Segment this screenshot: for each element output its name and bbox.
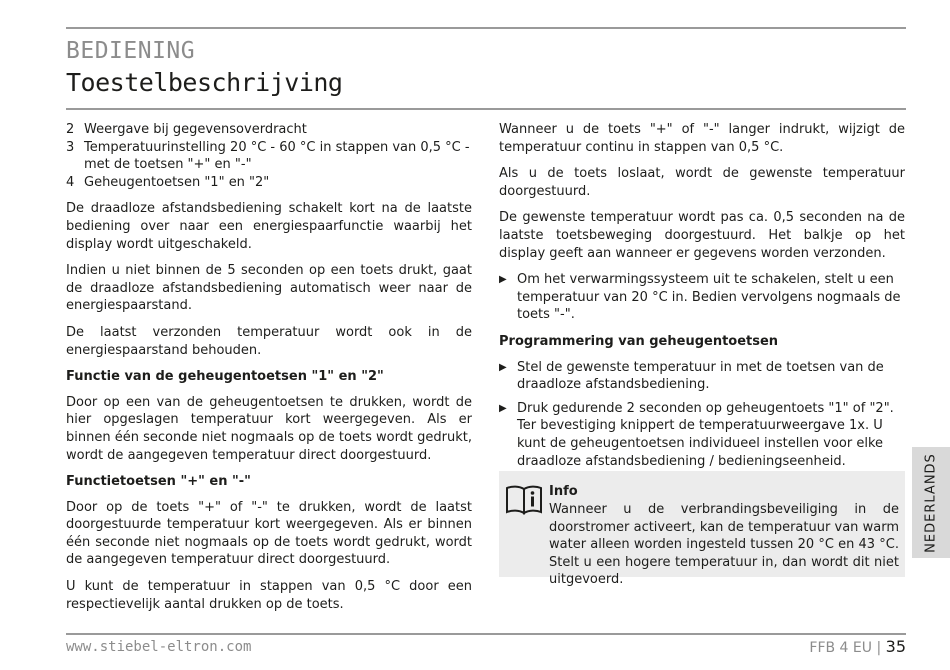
footer-page-info xyxy=(809,637,906,656)
footer-model: FFB 4 EU xyxy=(809,640,873,656)
language-tab-label: NEDERLANDS xyxy=(923,452,939,553)
info-text: Wanneer u de verbrandingsbeveiliging in de doorstromer activeert, kan de temperatuur van warm water alleen worden ingesteld tussen 20 °C en 43 °C. Stelt u een hogere temperatuur in, dan wordt dit niet uitgevoerd. xyxy=(549,502,899,588)
instruction-item xyxy=(499,400,905,470)
item-number: 2 xyxy=(66,122,75,137)
info-box xyxy=(499,471,905,588)
right-column xyxy=(499,121,905,479)
instruction-item xyxy=(499,271,905,324)
footer-separator: | xyxy=(876,640,882,656)
paragraph-memory-keys: Door op een van de geheugentoetsen te drukken, wordt de hier opgeslagen temperatuur kort weergegeven. Als er binnen één seconde niet nogmaals op de toets wordt gedrukt, wordt de aangegeven temperatuur direct doorgestuurd. xyxy=(66,394,473,463)
instruction-text: Druk gedurende 2 seconden op geheugentoets "1" of "2". Ter bevestiging knippert de temperatuurweergave 1x. U kunt de geheugentoetsen individueel instellen voor elke draadloze afstandsbediening / bedieningseenheid. xyxy=(517,400,894,469)
paragraph-timeout: Indien u niet binnen de 5 seconden op een toets drukt, gaat de draadloze afstandsbediening automatisch weer naar de energiespaarstand. xyxy=(66,263,472,314)
paragraph-long-press: Wanneer u de toets "+" of "-" langer indrukt, wijzigt de temperatuur continu in stappen van 0,5 °C. xyxy=(499,122,905,155)
list-item xyxy=(66,139,472,174)
paragraph-function-keys: Door op de toets "+" of "-" te drukken, wordt de laatst doorgestuurde temperatuur kort weergegeven. Als er binnen één seconde niet nogmaals op de toets wordt gedrukt, wordt de aangegeven temperatuur direct doorgestuurd. xyxy=(66,499,472,568)
list-item xyxy=(66,174,472,192)
page-number: 35 xyxy=(885,637,906,656)
heading-memory-keys: Functie van de geheugentoetsen "1" en "2" xyxy=(66,369,384,385)
paragraph-energy-saving: De draadloze afstandsbediening schakelt kort na de laatste bediening over naar een energiespaarfunctie waarbij het display wordt uitgeschakeld. xyxy=(66,201,472,252)
footer-url: www.stiebel-eltron.com xyxy=(66,639,252,655)
numbered-list xyxy=(66,121,472,191)
instruction-text: Om het verwarmingssysteem uit te schakelen, stelt u een temperatuur van 20 °C in. Bedien vervolgens nogmaals de toets "-". xyxy=(517,272,901,323)
triangle-bullet-icon: ▶ xyxy=(499,274,507,286)
info-title: Info xyxy=(549,484,578,499)
instruction-text: Stel de gewenste temperatuur in met de toetsen van de draadloze afstandsbediening. xyxy=(517,359,884,393)
item-text: Geheugentoetsen "1" en "2" xyxy=(84,174,270,190)
paragraph-last-temperature: De laatst verzonden temperatuur wordt ook in de energiespaarstand behouden. xyxy=(66,324,472,358)
heading-programming: Programmering van geheugentoetsen xyxy=(499,333,779,349)
item-text: Temperatuurinstelling 20 °C - 60 °C in stappen van 0,5 °C - met de toetsen "+" en "-" xyxy=(84,139,470,173)
triangle-bullet-icon: ▶ xyxy=(499,402,507,414)
programming-list xyxy=(499,359,905,471)
header-rule xyxy=(66,108,906,110)
heading-function-keys: Functietoetsen "+" en "-" xyxy=(66,474,251,490)
top-rule xyxy=(66,27,906,29)
item-text: Weergave bij gegevensoverdracht xyxy=(84,122,307,137)
language-tab xyxy=(912,447,950,558)
paragraph-steps: U kunt de temperatuur in stappen van 0,5 °C door een respectievelijk aantal drukken op de toets. xyxy=(66,579,472,612)
paragraph-release: Als u de toets loslaat, wordt de gewenste temperatuur doorgestuurd. xyxy=(499,166,905,199)
item-number: 4 xyxy=(66,174,75,190)
item-number: 3 xyxy=(66,139,75,155)
page-title: Toestelbeschrijving xyxy=(66,68,343,97)
paragraph-delay: De gewenste temperatuur wordt pas ca. 0,5 seconden na de laatste toetsbeweging doorgestuurd. Het balkje op het display geeft aan wanneer er gegevens worden verzonden. xyxy=(499,210,905,261)
info-book-icon xyxy=(505,483,543,515)
section-heading: BEDIENING xyxy=(66,38,196,64)
triangle-bullet-icon: ▶ xyxy=(499,361,507,373)
instruction-list xyxy=(499,271,905,324)
left-column xyxy=(66,121,472,622)
instruction-item xyxy=(499,359,905,394)
list-item xyxy=(66,121,472,139)
footer-rule xyxy=(66,633,906,635)
